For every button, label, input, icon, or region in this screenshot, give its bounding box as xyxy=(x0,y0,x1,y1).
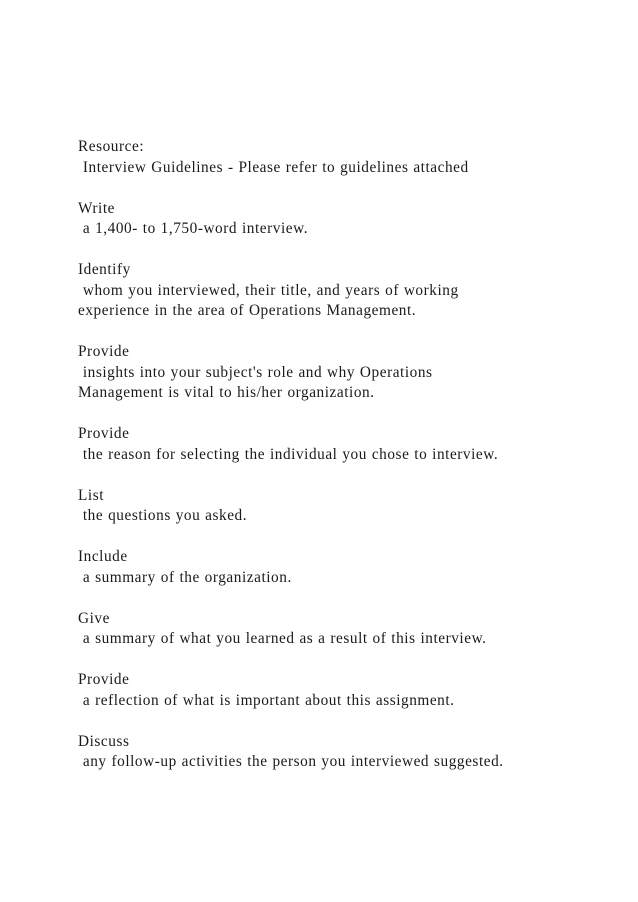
instruction-identify xyxy=(78,260,618,322)
instruction-list xyxy=(78,486,618,527)
instruction-text: a summary of the organization. xyxy=(78,568,292,586)
instruction-text: the questions you asked. xyxy=(78,507,248,524)
instruction-text: Interview Guidelines - Please refer to guidelines attached xyxy=(78,158,469,176)
instruction-keyword: Write xyxy=(78,199,115,217)
instruction-text: the reason for selecting the individual you chose to interview. xyxy=(78,445,499,463)
instruction-keyword: List xyxy=(78,486,104,504)
instruction-keyword: Provide xyxy=(78,425,130,442)
instruction-provide-insights xyxy=(78,342,618,404)
instruction-resource xyxy=(78,137,618,178)
instruction-keyword: Resource: xyxy=(78,138,145,155)
instruction-text: insights into your subject's role and why Operations xyxy=(78,363,433,381)
instruction-keyword: Discuss xyxy=(78,732,130,750)
instruction-text: Management is vital to his/her organization. xyxy=(78,384,375,401)
instruction-provide-reason xyxy=(78,424,618,465)
instruction-keyword: Give xyxy=(78,609,110,627)
assignment-instructions xyxy=(78,137,618,793)
instruction-discuss xyxy=(78,732,618,773)
instruction-text: a reflection of what is important about this assignment. xyxy=(78,691,455,709)
instruction-keyword: Include xyxy=(78,548,128,565)
instruction-text: a 1,400- to 1,750-word interview. xyxy=(78,220,309,237)
instruction-give xyxy=(78,609,618,650)
instruction-text: any follow-up activities the person you interviewed suggested. xyxy=(78,753,504,770)
instruction-write xyxy=(78,199,618,240)
instruction-provide-reflection xyxy=(78,670,618,711)
instruction-include xyxy=(78,547,618,588)
instruction-text: whom you interviewed, their title, and years of working xyxy=(78,281,459,299)
instruction-text: a summary of what you learned as a result of this interview. xyxy=(78,630,487,647)
instruction-keyword: Provide xyxy=(78,671,130,688)
instruction-keyword: Identify xyxy=(78,261,131,278)
instruction-text: experience in the area of Operations Management. xyxy=(78,302,417,319)
instruction-keyword: Provide xyxy=(78,343,130,360)
